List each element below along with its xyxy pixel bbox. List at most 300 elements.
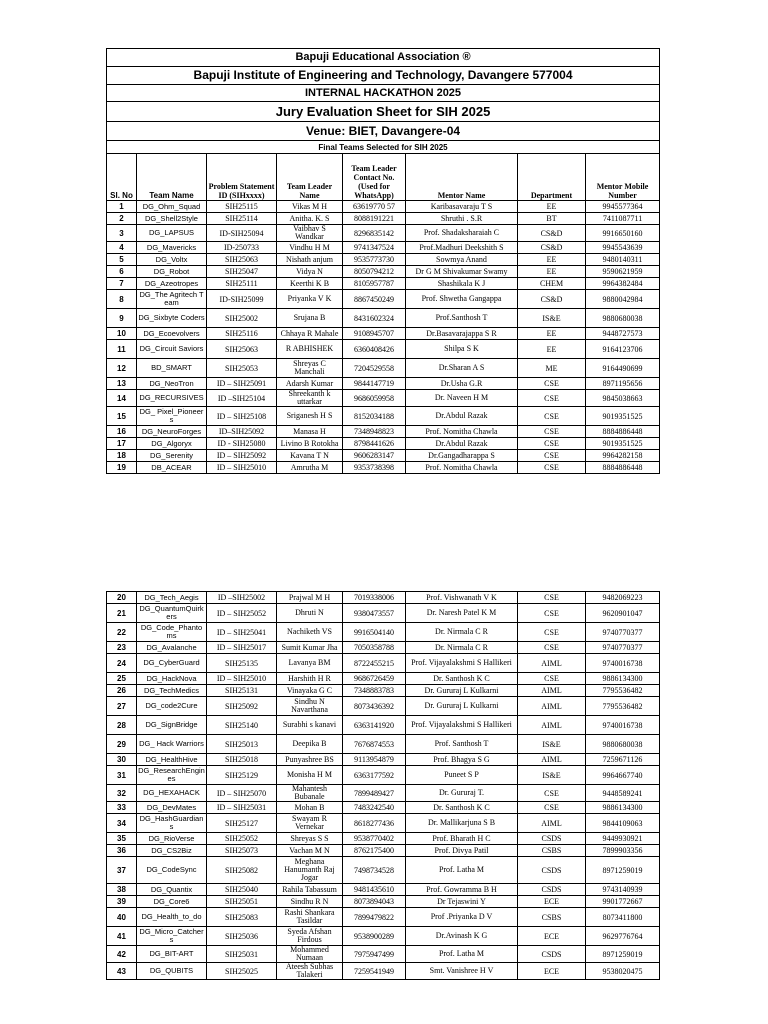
mentor-mobile-cell: 9880680038 [586,309,660,328]
team-row [107,462,660,474]
department-cell: IS&E [518,766,586,785]
team-name-cell: DG_SignBridge [137,716,207,735]
department-cell: CSDS [518,857,586,884]
mentor-name-cell: Sowmya Anand [406,254,518,266]
department-cell: CSE [518,642,586,654]
jury-sheet-table-page-2 [106,591,660,980]
problem-id-cell: SIH25116 [207,328,277,340]
sl-no-cell: 18 [107,450,137,462]
mentor-name-cell: Dr G M Shivakumar Swamy [406,266,518,278]
mentor-name-cell: Shashikala K J [406,278,518,290]
problem-id-cell: SIH25092 [207,697,277,716]
contact-cell: 8088191221 [343,213,406,225]
problem-id-cell: SIH25083 [207,908,277,927]
sl-no-cell: 34 [107,814,137,833]
mentor-name-cell: Dr. Nirmala C R [406,642,518,654]
department-cell: CSE [518,623,586,642]
mentor-mobile-cell: 9964382484 [586,278,660,290]
final-teams-subtitle: Final Teams Selected for SIH 2025 [107,141,660,154]
contact-cell: 7899479822 [343,908,406,927]
problem-id-cell: ID – SIH25017 [207,642,277,654]
team-row [107,963,660,980]
department-cell: CSE [518,450,586,462]
team-leader-cell: Deepika B [277,735,343,754]
contact-cell: 7259541949 [343,963,406,980]
sl-no-cell: 17 [107,438,137,450]
team-leader-cell: Vachan M N [277,845,343,857]
contact-cell: 7019338006 [343,592,406,604]
problem-id-cell: ID – SIH25070 [207,785,277,802]
team-name-cell: DG_Sixbyte Coders [137,309,207,328]
team-leader-cell: Mohammed Numaan [277,946,343,963]
mentor-mobile-cell: 9964282158 [586,450,660,462]
team-name-cell: DG_LAPSUS [137,225,207,242]
team-name-cell: DG_BIT-ART [137,946,207,963]
team-row [107,908,660,927]
team-row [107,213,660,225]
team-name-cell: DG_Avalanche [137,642,207,654]
team-name-cell: DG_DevMates [137,802,207,814]
mentor-mobile-cell: 9019351525 [586,407,660,426]
team-leader-cell: Kavana T N [277,450,343,462]
contact-cell: 9481435610 [343,884,406,896]
team-row [107,735,660,754]
team-row [107,278,660,290]
team-row [107,802,660,814]
mentor-name-cell: Prof. Shadaksharaiah C [406,225,518,242]
department-cell: IS&E [518,735,586,754]
team-row [107,642,660,654]
team-name-cell: DG_HackNova [137,673,207,685]
team-leader-cell: R ABHISHEK [277,340,343,359]
team-name-cell: DG_Circuit Saviors [137,340,207,359]
problem-id-cell: ID - SIH25080 [207,438,277,450]
mentor-name-cell: Dr.Abdul Razak [406,407,518,426]
problem-id-cell: ID–SIH25092 [207,426,277,438]
team-name-cell: DG_QUBITS [137,963,207,980]
problem-id-cell: ID – SIH25092 [207,450,277,462]
mentor-mobile-cell: 9964667740 [586,766,660,785]
department-cell: EE [518,266,586,278]
mentor-name-cell: Prof. Shwetha Gangappa [406,290,518,309]
problem-id-cell: ID-250733 [207,242,277,254]
team-leader-cell: Sindhu N Navarthana [277,697,343,716]
department-cell: CSDS [518,833,586,845]
mentor-name-cell: Prof. Vijayalakshmi S Hallikeri [406,716,518,735]
team-leader-cell: Meghana Hanumanth Raj Jogar [277,857,343,884]
team-row [107,946,660,963]
department-cell: CSDS [518,946,586,963]
department-cell: ECE [518,896,586,908]
team-row [107,254,660,266]
team-row [107,857,660,884]
sl-no-cell: 6 [107,266,137,278]
contact-cell: 6363141920 [343,716,406,735]
contact-cell: 8431602324 [343,309,406,328]
team-name-cell: DG_NeuroForges [137,426,207,438]
mentor-mobile-cell: 7411087711 [586,213,660,225]
team-name-cell: DG_ Hack Warriors [137,735,207,754]
department-cell: AIML [518,754,586,766]
sheet-title: Jury Evaluation Sheet for SIH 2025 [107,102,660,122]
team-row [107,814,660,833]
contact-cell: 9916504140 [343,623,406,642]
team-leader-cell: Rahila Tabassum [277,884,343,896]
team-leader-cell: Vaibhav S Wandkar [277,225,343,242]
mentor-mobile-cell: 9740016738 [586,654,660,673]
team-leader-cell: Srujana B [277,309,343,328]
sl-no-cell: 9 [107,309,137,328]
sl-no-cell: 13 [107,378,137,390]
institute-title: Bapuji Institute of Engineering and Technology, Davangere 577004 [107,67,660,85]
team-name-cell: DG_Shell2Style [137,213,207,225]
contact-cell: 8296835142 [343,225,406,242]
department-cell: CSE [518,592,586,604]
mentor-name-cell: Prof. Nomitha Chawla [406,462,518,474]
mentor-mobile-cell: 9164123706 [586,340,660,359]
team-rows-page-1 [107,201,660,474]
contact-cell: 8105957787 [343,278,406,290]
team-row [107,673,660,685]
mentor-name-cell: Dr.Gangadharappa S [406,450,518,462]
mentor-name-cell: Dr. Nirmala C R [406,623,518,642]
department-cell: CSBS [518,845,586,857]
contact-cell: 9113954879 [343,754,406,766]
team-name-cell: DG_RioVerse [137,833,207,845]
problem-id-cell: SIH25013 [207,735,277,754]
team-name-cell: DG_Voltx [137,254,207,266]
department-cell: CSE [518,426,586,438]
sl-no-cell: 42 [107,946,137,963]
team-row [107,378,660,390]
col-department: Department [518,154,586,201]
sl-no-cell: 4 [107,242,137,254]
mentor-name-cell: Prof.Santhosh T [406,309,518,328]
team-leader-cell: Nishath anjum [277,254,343,266]
team-row [107,426,660,438]
team-row [107,266,660,278]
department-cell: CSE [518,407,586,426]
problem-id-cell: SIH25131 [207,685,277,697]
team-name-cell: DG_CodeSync [137,857,207,884]
problem-id-cell: SIH25073 [207,845,277,857]
sl-no-cell: 14 [107,390,137,407]
mentor-mobile-cell: 9740770377 [586,623,660,642]
department-cell: CSE [518,378,586,390]
department-cell: ECE [518,963,586,980]
team-row [107,390,660,407]
department-cell: CSDS [518,884,586,896]
sl-no-cell: 15 [107,407,137,426]
mentor-mobile-cell: 9590621959 [586,266,660,278]
team-name-cell: DG_HealthHive [137,754,207,766]
problem-id-cell: ID –SIH25002 [207,592,277,604]
department-cell: AIML [518,654,586,673]
sl-no-cell: 10 [107,328,137,340]
mentor-name-cell: Dr. Santhosh K C [406,802,518,814]
mentor-mobile-cell: 9449930921 [586,833,660,845]
team-leader-cell: Priyanka V K [277,290,343,309]
mentor-mobile-cell: 8884886448 [586,426,660,438]
sl-no-cell: 3 [107,225,137,242]
contact-cell: 63619770 57 [343,201,406,213]
team-leader-cell: Livino B Rotokha [277,438,343,450]
mentor-name-cell: Prof. Bharath H C [406,833,518,845]
team-name-cell: DG_HashGuardians [137,814,207,833]
mentor-name-cell: Prof. Latha M [406,946,518,963]
mentor-mobile-cell: 9743140939 [586,884,660,896]
col-contact: Team Leader Contact No. (Used for WhatsApp) [343,154,406,201]
team-leader-cell: Vidya N [277,266,343,278]
sl-no-cell: 12 [107,359,137,378]
team-row [107,242,660,254]
mentor-name-cell: Prof.Madhuri Deekshith S [406,242,518,254]
mentor-mobile-cell: 9945577364 [586,201,660,213]
mentor-name-cell: Smt. Vanishree H V [406,963,518,980]
team-name-cell: DG_Quantix [137,884,207,896]
col-team-name: Team Name [137,154,207,201]
team-name-cell: DG_The Agritech Team [137,290,207,309]
team-leader-cell: Keerthi K B [277,278,343,290]
team-row [107,754,660,766]
team-row [107,309,660,328]
mentor-mobile-cell: 8971259019 [586,857,660,884]
team-row [107,685,660,697]
contact-cell: 6360408426 [343,340,406,359]
team-row [107,716,660,735]
sl-no-cell: 41 [107,927,137,946]
contact-cell: 7676874553 [343,735,406,754]
contact-cell: 9380473557 [343,604,406,623]
mentor-mobile-cell: 7795536482 [586,697,660,716]
sl-no-cell: 27 [107,697,137,716]
contact-cell: 7348883783 [343,685,406,697]
contact-cell: 8798441626 [343,438,406,450]
sl-no-cell: 33 [107,802,137,814]
department-cell: EE [518,328,586,340]
team-leader-cell: Dhruti N [277,604,343,623]
mentor-name-cell: Dr. Gururaj L Kulkarni [406,697,518,716]
team-leader-cell: Sindhu R N [277,896,343,908]
mentor-mobile-cell: 9844109063 [586,814,660,833]
contact-cell: 9538900289 [343,927,406,946]
team-name-cell: DG_Robot [137,266,207,278]
mentor-mobile-cell: 9880042984 [586,290,660,309]
team-name-cell: DG_ResearchEngines [138,766,205,783]
team-leader-cell: Monisha H M [277,766,343,785]
mentor-mobile-cell: 9448589241 [586,785,660,802]
problem-id-cell: SIH25036 [207,927,277,946]
team-leader-cell: Mahantesh Bubanale [277,785,343,802]
problem-id-cell: SIH25140 [207,716,277,735]
team-row [107,766,660,785]
department-cell: EE [518,254,586,266]
col-mentor-name: Mentor Name [406,154,518,201]
mentor-mobile-cell: 8073411800 [586,908,660,927]
problem-id-cell: SIH25063 [207,340,277,359]
col-sl-no: Sl. No [107,154,137,201]
mentor-mobile-cell: 9482069223 [586,592,660,604]
mentor-name-cell: Dr.Sharan A S [406,359,518,378]
department-cell: CS&D [518,242,586,254]
team-row [107,450,660,462]
department-cell: CSE [518,785,586,802]
department-cell: AIML [518,814,586,833]
problem-id-cell: SIH25031 [207,946,277,963]
sl-no-cell: 11 [107,340,137,359]
problem-id-cell: ID – SIH25091 [207,378,277,390]
department-cell: CSBS [518,908,586,927]
sl-no-cell: 2 [107,213,137,225]
contact-cell: 9535773730 [343,254,406,266]
mentor-mobile-cell: 7259671126 [586,754,660,766]
mentor-mobile-cell: 8884886448 [586,462,660,474]
team-leader-cell: Ateesh Subhas Talakeri [277,963,343,980]
problem-id-cell: SIH25127 [207,814,277,833]
team-name-cell: DG_Ohm_Squad [137,201,207,213]
problem-id-cell: SIH25047 [207,266,277,278]
team-name-cell: DG_CS2Biz [137,845,207,857]
team-name-cell: DG_NeoTron [137,378,207,390]
team-leader-cell: Sriganesh H S [277,407,343,426]
mentor-name-cell: Shruthi . S.R [406,213,518,225]
problem-id-cell: SIH25051 [207,896,277,908]
team-row [107,225,660,242]
contact-cell: 9108945707 [343,328,406,340]
mentor-name-cell: Dr.Avinash K G [406,927,518,946]
contact-cell: 9606283147 [343,450,406,462]
problem-id-cell: SIH25129 [207,766,277,785]
department-cell: EE [518,340,586,359]
contact-cell: 7204529558 [343,359,406,378]
team-leader-cell: Vindhu H M [277,242,343,254]
sl-no-cell: 1 [107,201,137,213]
department-cell: CSE [518,604,586,623]
department-cell: ME [518,359,586,378]
jury-sheet-table-page-1 [106,48,660,474]
mentor-mobile-cell: 9740016738 [586,716,660,735]
team-name-cell: DG_TechMedics [137,685,207,697]
mentor-mobile-cell: 7795536482 [586,685,660,697]
mentor-name-cell: Dr. Gururaj L Kulkarni [406,685,518,697]
contact-cell: 8152034188 [343,407,406,426]
sl-no-cell: 21 [107,604,137,623]
problem-id-cell: SIH25018 [207,754,277,766]
team-name-cell: DG_Micro_Catchers [137,927,207,946]
team-row [107,884,660,896]
problem-id-cell: SIH25063 [207,254,277,266]
team-leader-cell: Shreyas C Manchali [277,359,343,378]
sl-no-cell: 28 [107,716,137,735]
mentor-mobile-cell: 9740770377 [586,642,660,654]
contact-cell: 9686059958 [343,390,406,407]
sl-no-cell: 16 [107,426,137,438]
mentor-mobile-cell: 9845038663 [586,390,660,407]
contact-cell: 7975947499 [343,946,406,963]
mentor-name-cell: Karibasavaraju T S [406,201,518,213]
problem-id-cell: ID – SIH25041 [207,623,277,642]
team-leader-cell: Chhaya R Mahale [277,328,343,340]
problem-id-cell: ID –SIH25104 [207,390,277,407]
contact-cell: 8050794212 [343,266,406,278]
problem-id-cell: SIH25002 [207,309,277,328]
sl-no-cell: 29 [107,735,137,754]
team-row [107,785,660,802]
problem-id-cell: SIH25025 [207,963,277,980]
contact-cell: 7050358788 [343,642,406,654]
team-row [107,290,660,309]
team-leader-cell: Harshith H R [277,673,343,685]
problem-id-cell: ID – SIH25010 [207,462,277,474]
contact-cell: 6363177592 [343,766,406,785]
team-leader-cell: Prajwal M H [277,592,343,604]
contact-cell: 9538770402 [343,833,406,845]
department-cell: AIML [518,685,586,697]
mentor-mobile-cell: 8971195656 [586,378,660,390]
association-title: Bapuji Educational Association ® [107,49,660,67]
team-leader-cell: Surabhi s kanavi [277,716,343,735]
mentor-name-cell: Dr.Basavarajappa S R [406,328,518,340]
department-cell: IS&E [518,309,586,328]
problem-id-cell: SIH25115 [207,201,277,213]
sl-no-cell: 39 [107,896,137,908]
sl-no-cell: 19 [107,462,137,474]
department-cell: ECE [518,927,586,946]
col-problem-id: Problem Statement ID (SIHxxxx) [207,154,277,201]
department-cell: AIML [518,697,586,716]
mentor-name-cell: Dr. Santhosh K C [406,673,518,685]
problem-id-cell: SIH25111 [207,278,277,290]
mentor-name-cell: Dr. Naresh Patel K M [406,604,518,623]
problem-id-cell: SIH25040 [207,884,277,896]
mentor-name-cell: Shilpa S K [406,340,518,359]
team-row [107,697,660,716]
sl-no-cell: 43 [107,963,137,980]
team-row [107,927,660,946]
team-row [107,592,660,604]
team-row [107,201,660,213]
mentor-mobile-cell: 9629776764 [586,927,660,946]
mentor-mobile-cell: 9945543639 [586,242,660,254]
contact-cell: 7348948823 [343,426,406,438]
mentor-name-cell: Dr. Naveen H M [406,390,518,407]
mentor-mobile-cell: 8971259019 [586,946,660,963]
mentor-mobile-cell: 9019351525 [586,438,660,450]
team-leader-cell: Sumit Kumar Jha [277,642,343,654]
team-name-cell: DG_Health_to_do [137,908,207,927]
team-row [107,340,660,359]
department-cell: CSE [518,462,586,474]
team-name-cell: DG_Code_Phantoms [137,623,207,642]
contact-cell: 8867450249 [343,290,406,309]
team-row [107,359,660,378]
team-leader-cell: Amrutha M [277,462,343,474]
team-name-cell: DG_RECURSIVES [137,390,207,407]
problem-id-cell: SIH25082 [207,857,277,884]
mentor-name-cell: Dr. Gururaj T. [406,785,518,802]
department-cell: CSE [518,390,586,407]
department-cell: EE [518,201,586,213]
contact-cell: 9844147719 [343,378,406,390]
mentor-name-cell: Prof. Nomitha Chawla [406,426,518,438]
contact-cell: 8722455215 [343,654,406,673]
team-rows-page-2 [107,592,660,980]
department-cell: CHEM [518,278,586,290]
problem-id-cell: SIH25052 [207,833,277,845]
team-leader-cell: Adarsh Kumar [277,378,343,390]
event-title: INTERNAL HACKATHON 2025 [107,85,660,102]
problem-id-cell: SIH25053 [207,359,277,378]
